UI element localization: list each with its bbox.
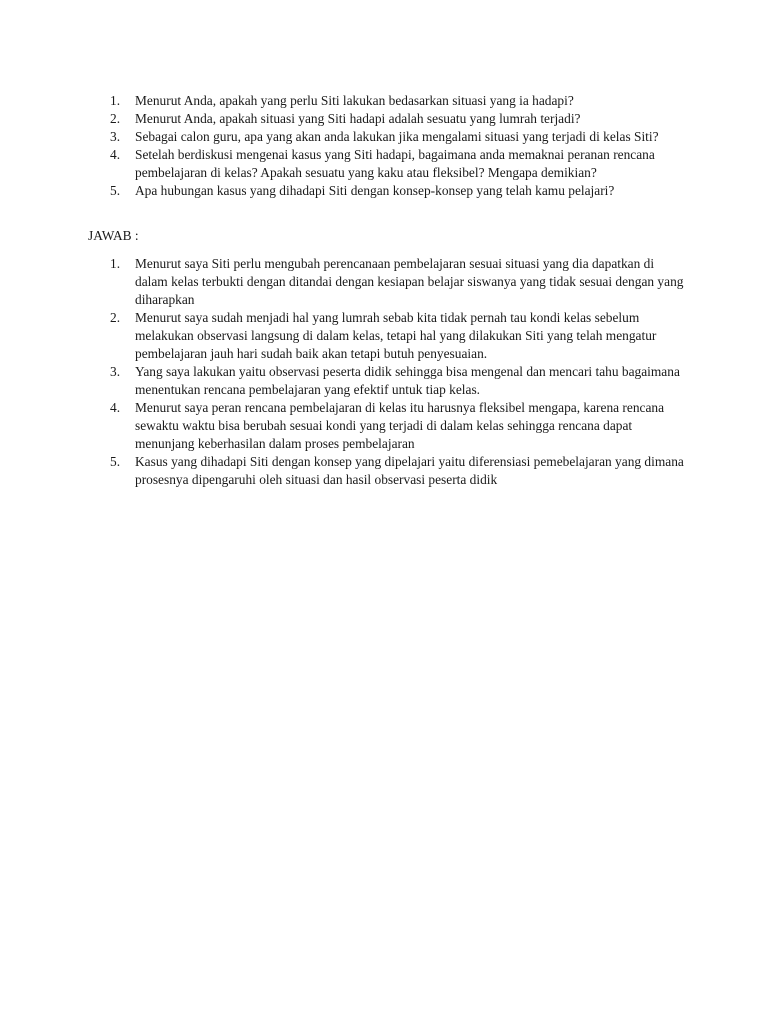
answer-item bbox=[88, 363, 688, 399]
answer-list bbox=[88, 255, 688, 489]
answer-text: Yang saya lakukan yaitu observasi peserta didik sehingga bisa mengenal dan mencari tahu bagaimana menentukan rencana pembelajaran yang efektif untuk tiap kelas. bbox=[135, 364, 680, 397]
question-text: Setelah berdiskusi mengenai kasus yang Siti hadapi, bagaimana anda memaknai peranan rencana pembelajaran di kelas? Apakah sesuatu yang kaku atau fleksibel? Mengapa demikian? bbox=[135, 147, 655, 180]
question-number: 4. bbox=[110, 147, 121, 162]
answer-text: Menurut saya Siti perlu mengubah perencanaan pembelajaran sesuai situasi yang dia dapatkan di dalam kelas terbukti dengan ditandai dengan kesiapan belajar siswanya yang tidak sesuai dengan yang diharapkan bbox=[135, 256, 684, 307]
answer-item bbox=[88, 453, 688, 489]
answer-item bbox=[88, 399, 688, 453]
answer-number: 1. bbox=[110, 256, 121, 271]
question-text: Apa hubungan kasus yang dihadapi Siti dengan konsep-konsep yang telah kamu pelajari? bbox=[135, 183, 615, 198]
question-item bbox=[88, 182, 688, 200]
answer-number: 3. bbox=[110, 364, 121, 379]
answer-text: Menurut saya sudah menjadi hal yang lumrah sebab kita tidak pernah tau kondi kelas sebelum melakukan observasi langsung di dalam kelas, tetapi hal yang dilakukan Siti yang telah mengatur pembelajaran jauh hari sudah baik akan tetapi butuh penyesuaian. bbox=[135, 310, 657, 361]
question-text: Menurut Anda, apakah yang perlu Siti lakukan bedasarkan situasi yang ia hadapi? bbox=[135, 93, 574, 108]
answer-item bbox=[88, 309, 688, 363]
question-item bbox=[88, 92, 688, 110]
question-item bbox=[88, 146, 688, 182]
question-item bbox=[88, 128, 688, 146]
question-number: 5. bbox=[110, 183, 121, 198]
question-item bbox=[88, 110, 688, 128]
answer-number: 4. bbox=[110, 400, 121, 415]
question-number: 3. bbox=[110, 129, 121, 144]
answer-number: 2. bbox=[110, 310, 121, 325]
answer-text: Menurut saya peran rencana pembelajaran di kelas itu harusnya fleksibel mengapa, karena rencana sewaktu waktu bisa berubah sesuai kondi yang terjadi di dalam kelas sehingga rencana dapat menunjang keberhasilan dalam proses pembelajaran bbox=[135, 400, 665, 451]
question-text: Menurut Anda, apakah situasi yang Siti hadapi adalah sesuatu yang lumrah terjadi? bbox=[135, 111, 581, 126]
question-text: Sebagai calon guru, apa yang akan anda lakukan jika mengalami situasi yang terjadi di kelas Siti? bbox=[135, 129, 659, 144]
answer-text: Kasus yang dihadapi Siti dengan konsep yang dipelajari yaitu diferensiasi pemebelajaran yang dimana prosesnya dipengaruhi oleh situasi dan hasil observasi peserta didik bbox=[135, 454, 684, 487]
answer-item bbox=[88, 255, 688, 309]
answer-number: 5. bbox=[110, 454, 121, 469]
question-number: 2. bbox=[110, 111, 121, 126]
question-list bbox=[88, 92, 688, 200]
question-number: 1. bbox=[110, 93, 121, 108]
answer-heading: JAWAB : bbox=[88, 228, 139, 243]
